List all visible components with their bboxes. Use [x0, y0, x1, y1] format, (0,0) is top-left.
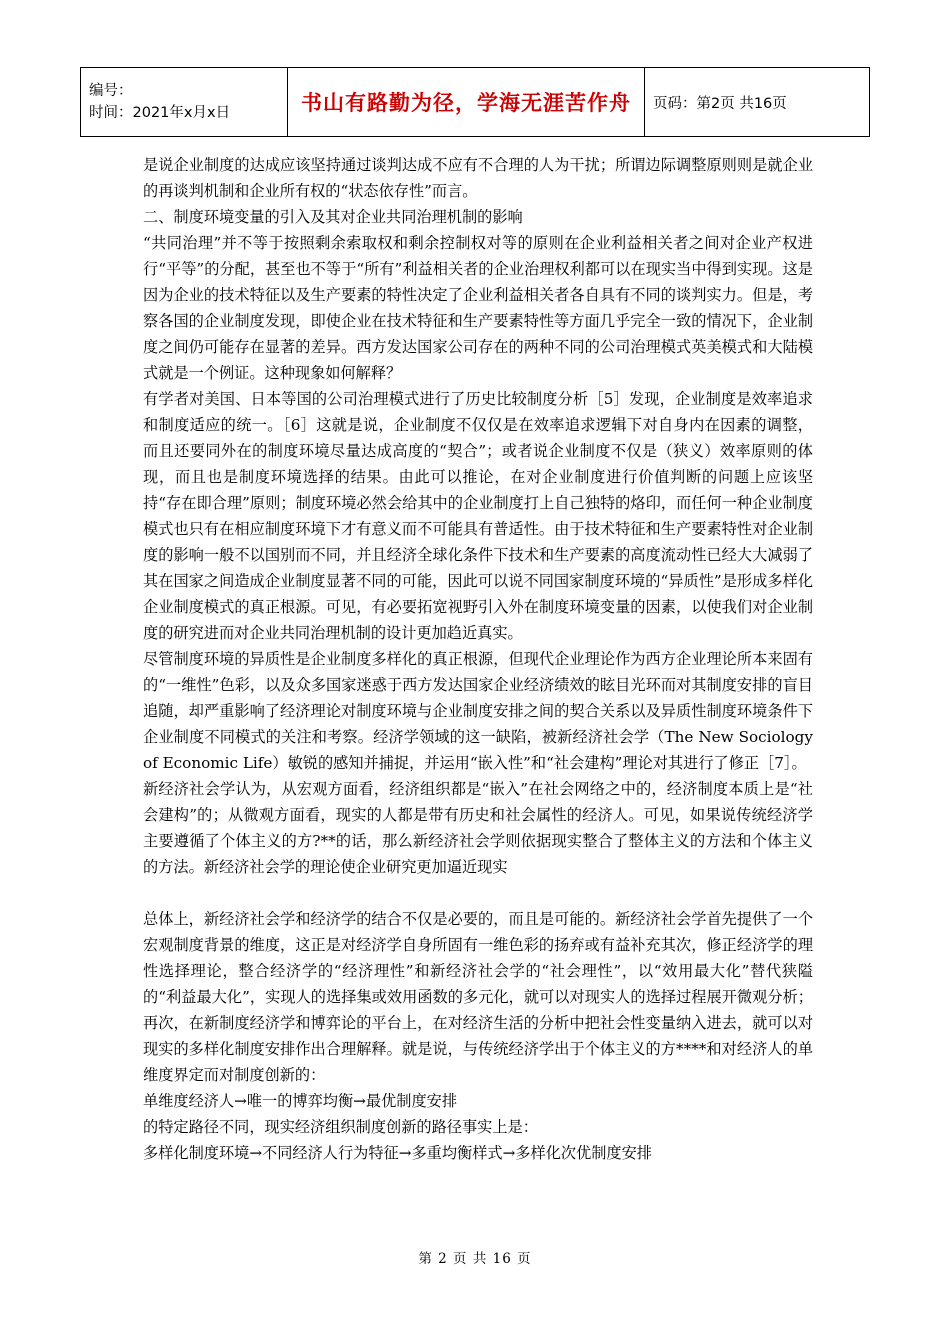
paragraph: 尽管制度环境的异质性是企业制度多样化的真正根源，但现代企业理论作为西方企业理论所本来固有的“一维性”色彩，以及众多国家迷惑于西方发达国家企业经济绩效的眩目光环而对其制度安排的盲目追随，却严重影响了经济理论对制度环境与企业制度安排之间的契合关系以及异质性制度环境条件下企业制度不同模式的关注和考察。经济学领域的这一缺陷，被新经济社会学（The New Sociology of Economic Life）敏锐的感知并捕捉，并运用“嵌入性”和“社会建构”理论对其进行了修正［7］。: [143, 650, 813, 772]
document-body: [143, 152, 813, 1166]
paragraph-continuation: 是说企业制度的达成应该坚持通过谈判达成不应有不合理的人为干扰；所谓边际调整原则则是就企业的再谈判机制和企业所有权的“状态依存性”而言。: [143, 156, 813, 200]
formula-line: 多样化制度环境→不同经济人行为特征→多重均衡样式→多样化次优制度安排: [143, 1144, 652, 1162]
document-number: 编号：: [89, 83, 133, 99]
header-page-info: 页码：第2页 共16页: [645, 68, 870, 137]
page-footer: 第 2 页 共 16 页: [418, 1251, 532, 1267]
paragraph: 的特定路径不同，现实经济组织制度创新的路径事实上是：: [143, 1118, 538, 1136]
paragraph: 有学者对美国、日本等国的公司治理模式进行了历史比较制度分析［5］发现，企业制度是效率追求和制度适应的统一。［6］这就是说，企业制度不仅仅是在效率追求逻辑下对自身内在因素的调整，而且还要同外在的制度环境尽量达成高度的“契合”；或者说企业制度不仅是（狭义）效率原则的体现，而且也是制度环境选择的结果。由此可以推论，在对企业制度进行价值判断的问题上应该坚持“存在即合理”原则；制度环境必然会给其中的企业制度打上自己独特的烙印，而任何一种企业制度模式也只有在相应制度环境下才有意义而不可能具有普适性。由于技术特征和生产要素特性对企业制度的影响一般不以国别而不同，并且经济全球化条件下技术和生产要素的高度流动性已经大大减弱了其在国家之间造成企业制度显著不同的可能，因此可以说不同国家制度环境的“异质性”是形成多样化企业制度模式的真正根源。可见，有必要拓宽视野引入外在制度环境变量的因素，以使我们对企业制度的研究进而对企业共同治理机制的设计更加趋近真实。: [143, 390, 813, 642]
blank-line: [143, 880, 813, 906]
paragraph: 总体上，新经济社会学和经济学的结合不仅是必要的，而且是可能的。新经济社会学首先提供了一个宏观制度背景的维度，这正是对经济学自身所固有一维色彩的扬弃或有益补充其次，修正经济学的理性选择理论，整合经济学的“经济理性”和新经济社会学的“社会理性”，以“效用最大化”替代狭隘的“利益最大化”，实现人的选择集或效用函数的多元化，就可以对现实人的选择过程展开微观分析；再次，在新制度经济学和博弈论的平台上，在对经济生活的分析中把社会性变量纳入进去，就可以对现实的多样化制度安排作出合理解释。就是说，与传统经济学出于个体主义的方****和对经济人的单维度界定而对制度创新的：: [143, 910, 813, 1084]
paragraph: “共同治理”并不等于按照剩余索取权和剩余控制权对等的原则在企业利益相关者之间对企业产权进行“平等”的分配，甚至也不等于“所有”利益相关者的企业治理权利都可以在现实当中得到实现。这是因为企业的技术特征以及生产要素的特性决定了企业利益相关者各自具有不同的谈判实力。但是，考察各国的企业制度发现，即使企业在技术特征和生产要素特性等方面几乎完全一致的情况下，企业制度之间仍可能存在显著的差异。西方发达国家公司存在的两种不同的公司治理模式英美模式和大陆模式就是一个例证。这种现象如何解释？: [143, 234, 813, 382]
page-header: [80, 67, 870, 137]
header-motto: 书山有路勤为径，学海无涯苦作舟: [288, 68, 645, 137]
document-date: 时间：2021年x月x日: [89, 105, 231, 121]
header-meta-cell: [81, 68, 288, 137]
section-heading: 二、制度环境变量的引入及其对企业共同治理机制的影响: [143, 208, 523, 226]
formula-line: 单维度经济人→唯一的博弈均衡→最优制度安排: [143, 1092, 458, 1110]
paragraph: 新经济社会学认为，从宏观方面看，经济组织都是“嵌入”在社会网络之中的，经济制度本质上是“社会建构”的；从微观方面看，现实的人都是带有历史和社会属性的经济人。可见，如果说传统经济学主要遵循了个体主义的方?**的话，那么新经济社会学则依据现实整合了整体主义的方法和个体主义的方法。新经济社会学的理论使企业研究更加逼近现实: [143, 780, 813, 876]
